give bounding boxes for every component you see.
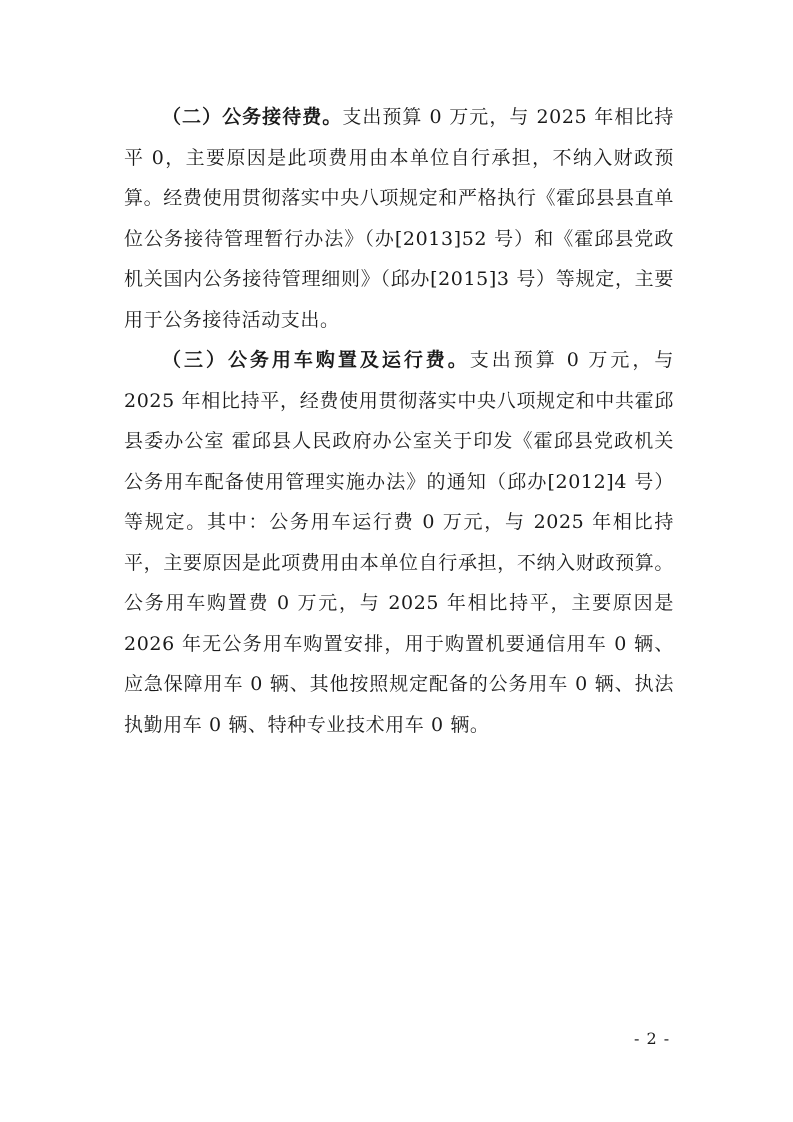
paragraph-vehicle-expenses (124, 340, 674, 745)
paragraph-text: 支出预算 0 万元，与 2025 年相比持平，经费使用贯彻落实中央八项规定和中共霍邱县委办公室 霍邱县人民政府办公室关于印发《霍邱县党政机关公务用车配备使用管理实施办法》的通知（邱办[2012]4 号）等规定。其中：公务用车运行费 0 万元，与 2025 年相比持平，主要原因是此项费用由本单位自行承担，不纳入财政预算。公务用车购置费 0 万元，与 2025 年相比持平，主要原因是 2026 年无公务用车购置安排，用于购置机要通信用车 0 辆、应急保障用车 0 辆、其他按照规定配备的公务用车 0 辆、执法执勤用车 0 辆、特种专业技术用车 0 辆。 (124, 349, 674, 736)
paragraph-heading: （三）公务用车购置及运行费。 (162, 349, 470, 371)
paragraph-heading: （二）公务接待费。 (162, 106, 343, 128)
paragraph-text: 支出预算 0 万元，与 2025 年相比持平 0，主要原因是此项费用由本单位自行承担，不纳入财政预算。经费使用贯彻落实中央八项规定和严格执行《霍邱县县直单位公务接待管理暂行办法》（办[2013]52 号）和《霍邱县党政机关国内公务接待管理细则》（邱办[2015]3 号）等规定，主要用于公务接待活动支出。 (124, 106, 675, 331)
page-number: - 2 - (634, 1029, 671, 1048)
paragraph-reception-expenses (124, 97, 674, 340)
document-body (124, 97, 674, 745)
